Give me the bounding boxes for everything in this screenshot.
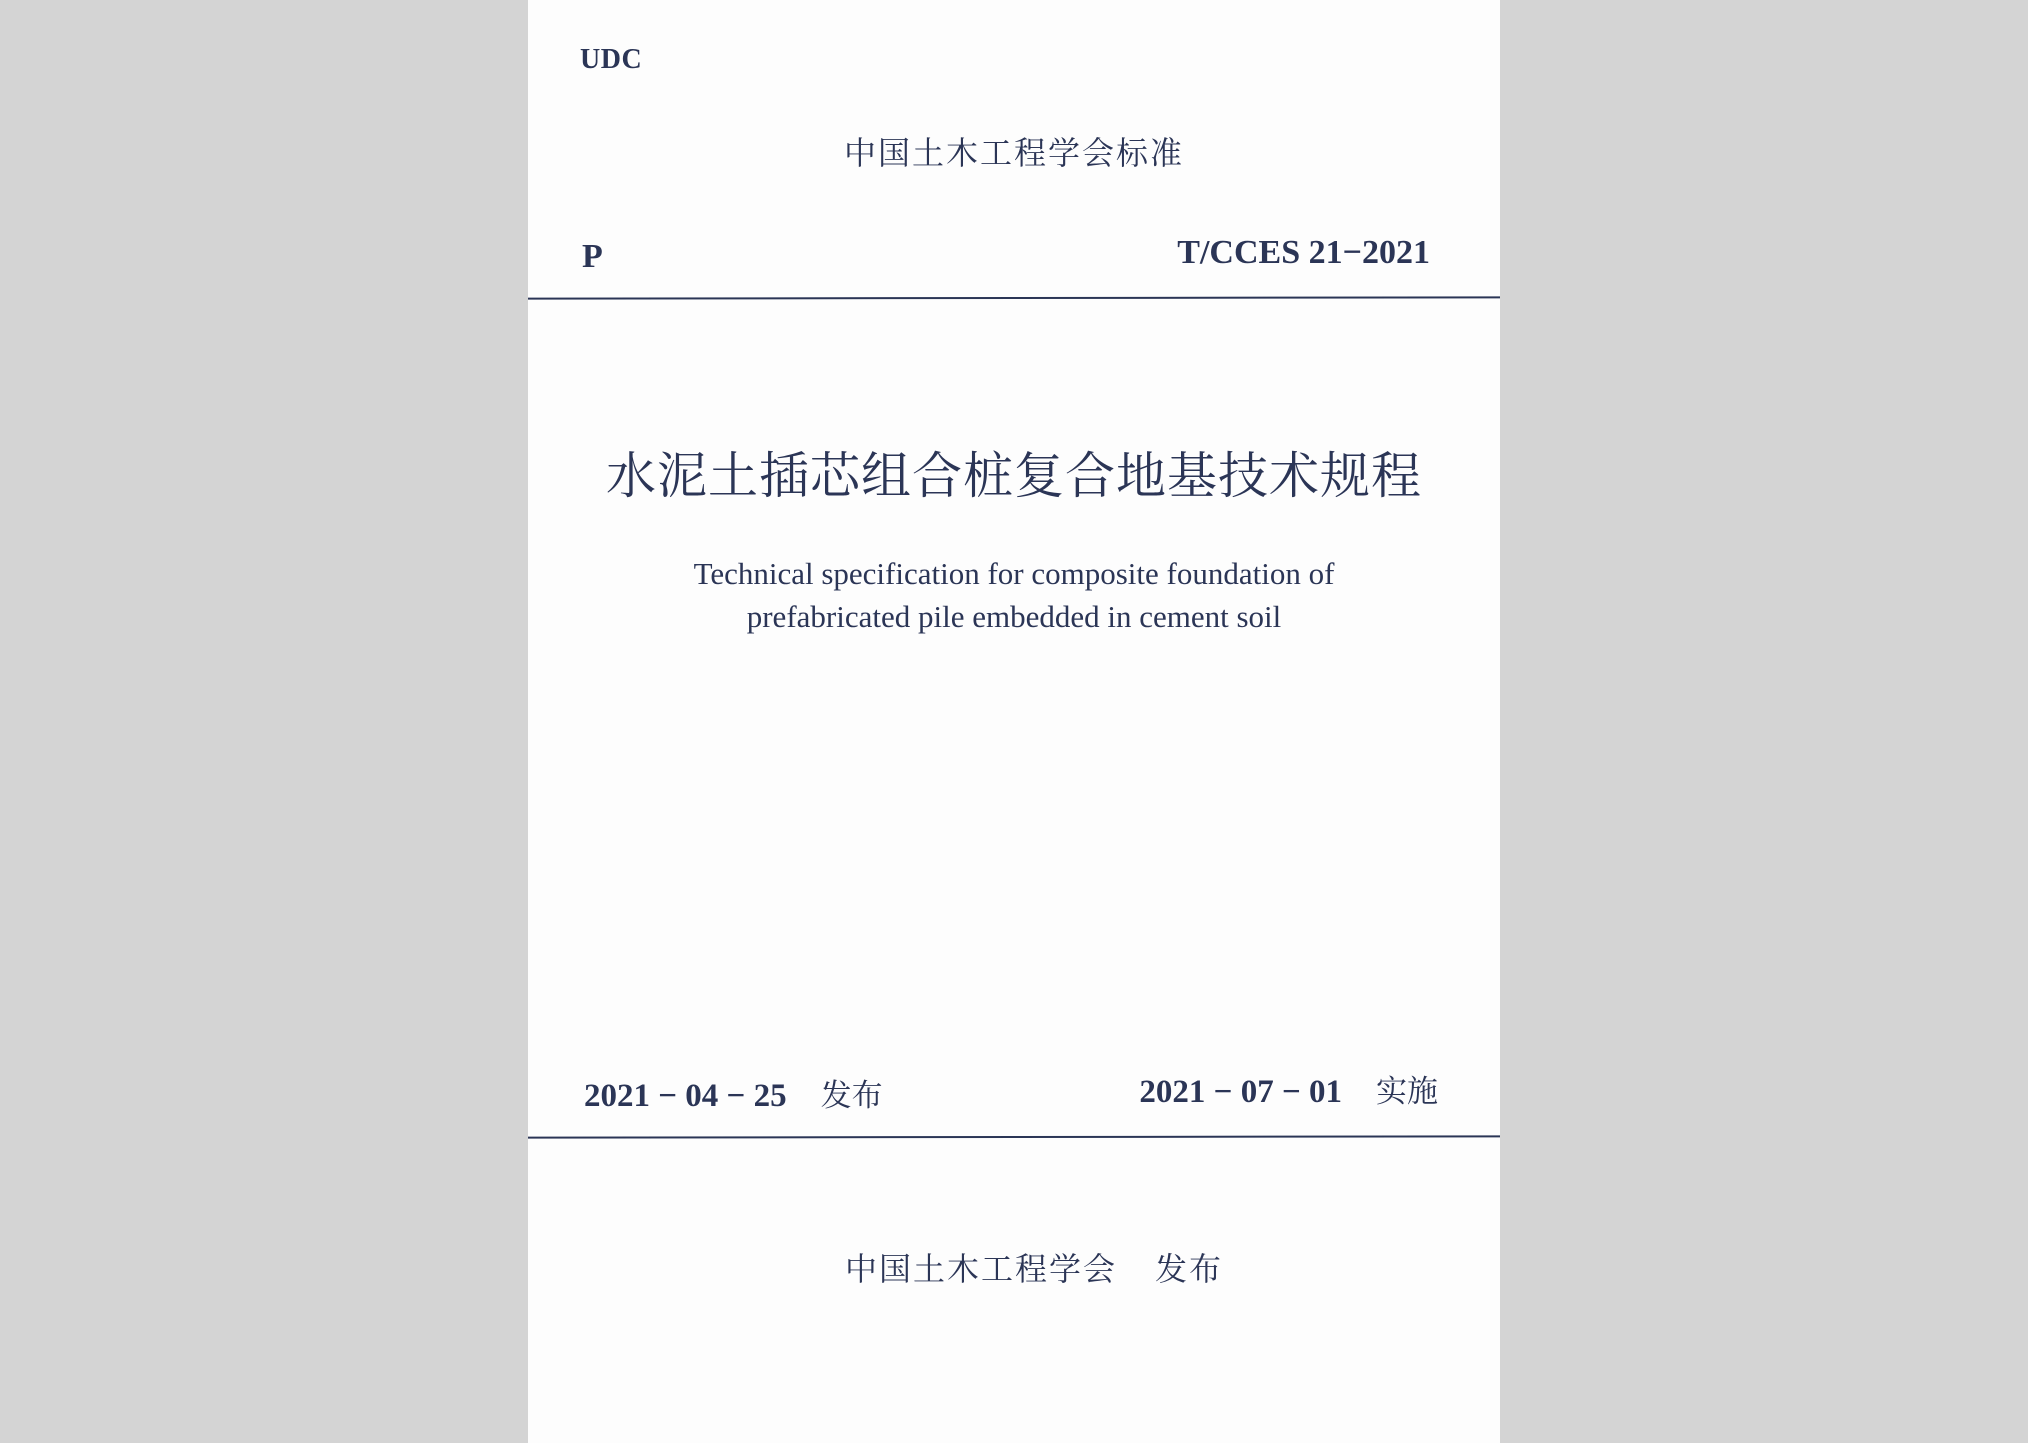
issue-date: 2021 − 04 − 25 (584, 1078, 787, 1114)
organization-standard-heading: 中国土木工程学会标准 (843, 134, 1184, 172)
classification-code: P (582, 238, 603, 275)
publisher-label: 发布 (1155, 1250, 1224, 1288)
implementation-date: 2021 − 07 − 01 (1139, 1074, 1342, 1110)
title-english-line-2: prefabricated pile embedded in cement soil (746, 599, 1282, 634)
standard-number: T/CCES 21−2021 (1177, 234, 1430, 271)
bottom-divider (528, 1135, 1500, 1138)
publisher-name: 中国土木工程学会 (844, 1250, 1117, 1288)
issue-date-block (584, 1070, 883, 1115)
title-chinese: 水泥土插芯组合桩复合地基技术规程 (606, 447, 1422, 505)
title-english (528, 552, 1500, 638)
implementation-label: 实施 (1376, 1074, 1438, 1110)
top-divider (528, 296, 1500, 299)
publisher-block (528, 1244, 1500, 1290)
udc-label: UDC (580, 44, 643, 75)
title-english-line-1: Technical specification for composite foundation of (693, 556, 1335, 591)
document-cover-page (528, 0, 1500, 1443)
implementation-date-block (1139, 1066, 1438, 1111)
issue-label: 发布 (820, 1078, 883, 1114)
